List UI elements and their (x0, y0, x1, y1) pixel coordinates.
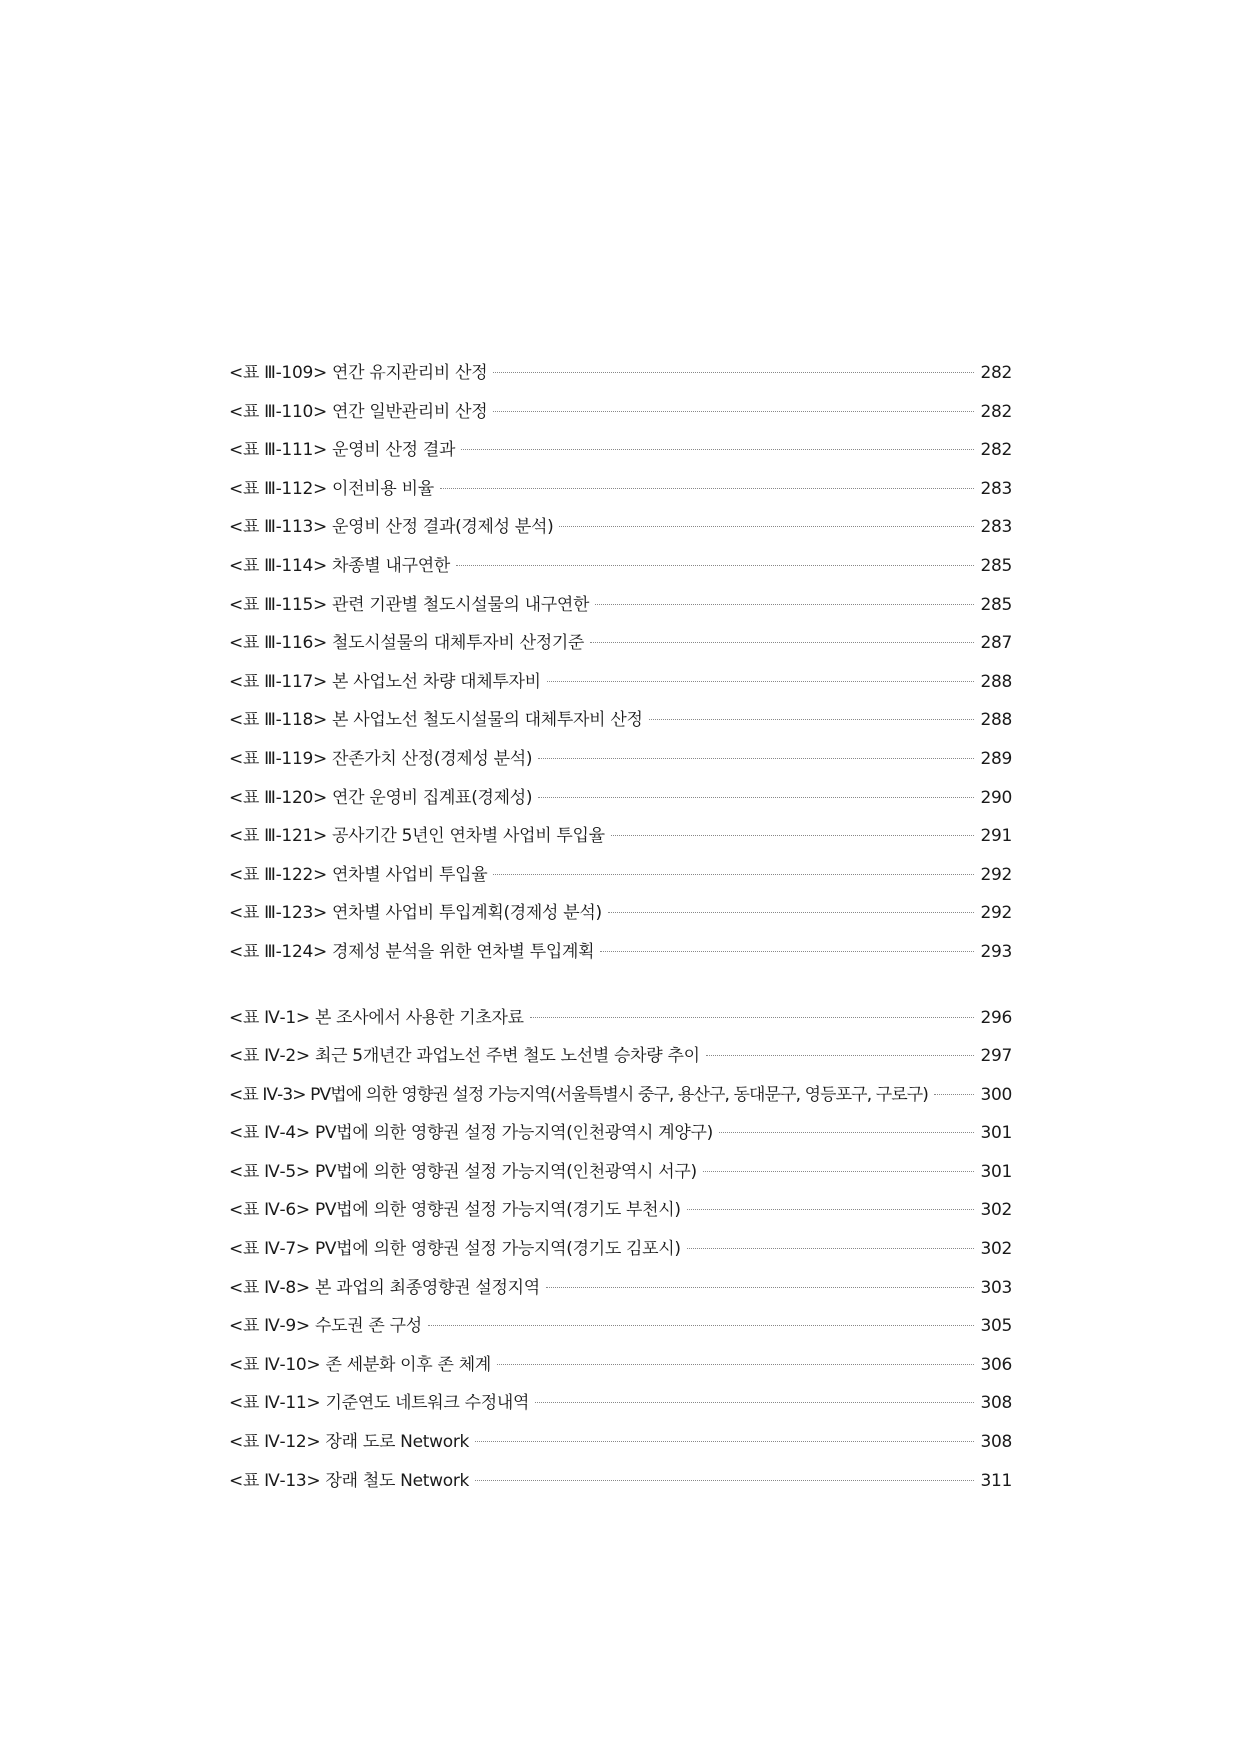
toc-entry-page: 296 (980, 1007, 1012, 1028)
toc-entry-label: <표 Ⅳ-11> 기준연도 네트워크 수정내역 (229, 1393, 530, 1414)
toc-entry-label: <표 Ⅲ-121> 공사기간 5년인 연차별 사업비 투입율 (229, 826, 605, 847)
toc-entry-label: <표 Ⅳ-3> PV법에 의한 영향권 설정 가능지역(서울특별시 중구, 용산구, 동대문구, 영등포구, 구로구) (229, 1084, 928, 1105)
dot-leader (608, 912, 975, 913)
toc-entry[interactable] (229, 512, 1012, 551)
toc-entry-page: 293 (980, 941, 1012, 962)
toc-entry[interactable] (229, 937, 1012, 976)
toc-entry[interactable] (229, 667, 1012, 706)
dot-leader (547, 681, 975, 682)
toc-entry-page: 302 (980, 1239, 1012, 1260)
dot-leader (475, 1480, 974, 1481)
dot-leader (428, 1325, 975, 1326)
toc-entry-page: 308 (980, 1432, 1012, 1453)
toc-entry[interactable] (229, 783, 1012, 822)
toc-entry-label: <표 Ⅲ-114> 차종별 내구연한 (229, 555, 450, 576)
dot-leader (538, 797, 974, 798)
toc-entry-label: <표 Ⅲ-110> 연간 일반관리비 산정 (229, 401, 488, 422)
toc-entry[interactable] (229, 821, 1012, 860)
toc-entry[interactable] (229, 474, 1012, 513)
toc-entry-page: 301 (980, 1161, 1012, 1182)
toc-entry-page: 302 (980, 1200, 1012, 1221)
toc-entry[interactable] (229, 397, 1012, 436)
toc-entry-page: 285 (980, 594, 1012, 615)
toc-entry-label: <표 Ⅳ-13> 장래 철도 Network (229, 1470, 470, 1491)
toc-entry[interactable] (229, 860, 1012, 899)
dot-leader (493, 411, 974, 412)
toc-entry-label: <표 Ⅲ-119> 잔존가치 산정(경제성 분석) (229, 748, 533, 769)
section-spacer (229, 976, 1012, 1003)
toc-entry[interactable] (229, 1118, 1012, 1157)
dot-leader (493, 874, 974, 875)
toc-entry-label: <표 Ⅳ-5> PV법에 의한 영향권 설정 가능지역(인천광역시 서구) (229, 1161, 697, 1182)
dot-leader (703, 1171, 975, 1172)
toc-entry-page: 282 (980, 401, 1012, 422)
dot-leader (538, 758, 974, 759)
toc-entry-label: <표 Ⅳ-2> 최근 5개년간 과업노선 주변 철도 노선별 승차량 추이 (229, 1046, 700, 1067)
dot-leader (719, 1132, 974, 1133)
toc-entry[interactable] (229, 1350, 1012, 1389)
toc-entry-label: <표 Ⅲ-122> 연차별 사업비 투입율 (229, 864, 488, 885)
toc-entry-label: <표 Ⅳ-9> 수도권 존 구성 (229, 1316, 422, 1337)
toc-entry-label: <표 Ⅲ-113> 운영비 산정 결과(경제성 분석) (229, 517, 554, 538)
dot-leader (934, 1094, 974, 1095)
toc-entry[interactable] (229, 590, 1012, 629)
dot-leader (530, 1017, 975, 1018)
toc-entry[interactable] (229, 358, 1012, 397)
dot-leader (590, 642, 974, 643)
toc-entry[interactable] (229, 1273, 1012, 1312)
toc-entry[interactable] (229, 435, 1012, 474)
toc-entry-page: 282 (980, 363, 1012, 383)
dot-leader (475, 1441, 974, 1442)
dot-leader (706, 1055, 975, 1056)
toc-entry-page: 282 (980, 440, 1012, 461)
toc-entry-page: 292 (980, 903, 1012, 924)
toc-entry-page: 288 (980, 671, 1012, 692)
toc-entry-label: <표 Ⅳ-10> 존 세분화 이후 존 체계 (229, 1354, 491, 1375)
toc-entry-page: 306 (980, 1354, 1012, 1375)
toc-entry-label: <표 Ⅳ-12> 장래 도로 Network (229, 1432, 470, 1453)
toc-entry[interactable] (229, 1466, 1012, 1505)
toc-entry[interactable] (229, 898, 1012, 937)
toc-entry-page: 287 (980, 633, 1012, 654)
dot-leader (559, 526, 974, 527)
dot-leader (611, 835, 975, 836)
dot-leader (687, 1209, 975, 1210)
dot-leader (687, 1248, 975, 1249)
dot-leader (440, 488, 975, 489)
toc-entry-page: 290 (980, 787, 1012, 808)
toc-entry[interactable] (229, 1388, 1012, 1427)
toc-entry-page: 311 (980, 1470, 1012, 1491)
toc-entry-label: <표 Ⅲ-116> 철도시설물의 대체투자비 산정기준 (229, 633, 585, 654)
toc-entry-page: 285 (980, 555, 1012, 576)
toc-entry-label: <표 Ⅲ-124> 경제성 분석을 위한 연차별 투입계획 (229, 941, 595, 962)
toc-entry[interactable] (229, 1234, 1012, 1273)
dot-leader (595, 604, 974, 605)
toc-entry-page: 303 (980, 1277, 1012, 1298)
toc-entry-label: <표 Ⅲ-111> 운영비 산정 결과 (229, 440, 456, 461)
toc-entry-page: 300 (980, 1084, 1012, 1105)
toc-entry-label: <표 Ⅲ-115> 관련 기관별 철도시설물의 내구연한 (229, 594, 590, 615)
toc-entry-label: <표 Ⅳ-4> PV법에 의한 영향권 설정 가능지역(인천광역시 계양구) (229, 1123, 713, 1144)
toc-entry-page: 291 (980, 826, 1012, 847)
toc-entry-page: 283 (980, 478, 1012, 499)
toc-entry[interactable] (229, 1080, 1012, 1119)
dot-leader (546, 1287, 975, 1288)
toc-entry-page: 308 (980, 1393, 1012, 1414)
toc-entry-page: 297 (980, 1046, 1012, 1067)
toc-entry-label: <표 Ⅲ-117> 본 사업노선 차량 대체투자비 (229, 671, 541, 692)
toc-entry[interactable] (229, 744, 1012, 783)
toc-entry-label: <표 Ⅲ-123> 연차별 사업비 투입계획(경제성 분석) (229, 903, 602, 924)
toc-entry-label: <표 Ⅳ-7> PV법에 의한 영향권 설정 가능지역(경기도 김포시) (229, 1239, 681, 1260)
toc-entry[interactable] (229, 551, 1012, 590)
toc-entry-label: <표 Ⅳ-8> 본 과업의 최종영향권 설정지역 (229, 1277, 540, 1298)
toc-entry[interactable] (229, 1195, 1012, 1234)
dot-leader (649, 719, 975, 720)
toc-entry[interactable] (229, 705, 1012, 744)
toc-entry[interactable] (229, 628, 1012, 667)
dot-leader (600, 951, 974, 952)
toc-entry[interactable] (229, 1003, 1012, 1042)
toc-entry-page: 292 (980, 864, 1012, 885)
toc-entry-label: <표 Ⅲ-109> 연간 유지관리비 산정 (229, 363, 488, 383)
toc-entry-page: 301 (980, 1123, 1012, 1144)
toc-entry-label: <표 Ⅳ-1> 본 조사에서 사용한 기초자료 (229, 1007, 524, 1028)
toc-entry-page: 288 (980, 710, 1012, 731)
dot-leader (461, 449, 974, 450)
toc-entry[interactable] (229, 1041, 1012, 1080)
dot-leader (535, 1402, 974, 1403)
toc-entry[interactable] (229, 1157, 1012, 1196)
dot-leader (497, 1364, 974, 1365)
toc-entry-page: 283 (980, 517, 1012, 538)
toc-entry-label: <표 Ⅳ-6> PV법에 의한 영향권 설정 가능지역(경기도 부천시) (229, 1200, 681, 1221)
toc-entry[interactable] (229, 1311, 1012, 1350)
dot-leader (456, 565, 974, 566)
dot-leader (493, 372, 974, 373)
toc-entry-page: 289 (980, 748, 1012, 769)
toc-entry-label: <표 Ⅲ-118> 본 사업노선 철도시설물의 대체투자비 산정 (229, 710, 643, 731)
toc-entry-page: 305 (980, 1316, 1012, 1337)
toc-entry-label: <표 Ⅲ-112> 이전비용 비율 (229, 478, 434, 499)
toc-entry-label: <표 Ⅲ-120> 연간 운영비 집계표(경제성) (229, 787, 533, 808)
toc-entry[interactable] (229, 1427, 1012, 1466)
table-of-contents (229, 358, 1012, 1504)
